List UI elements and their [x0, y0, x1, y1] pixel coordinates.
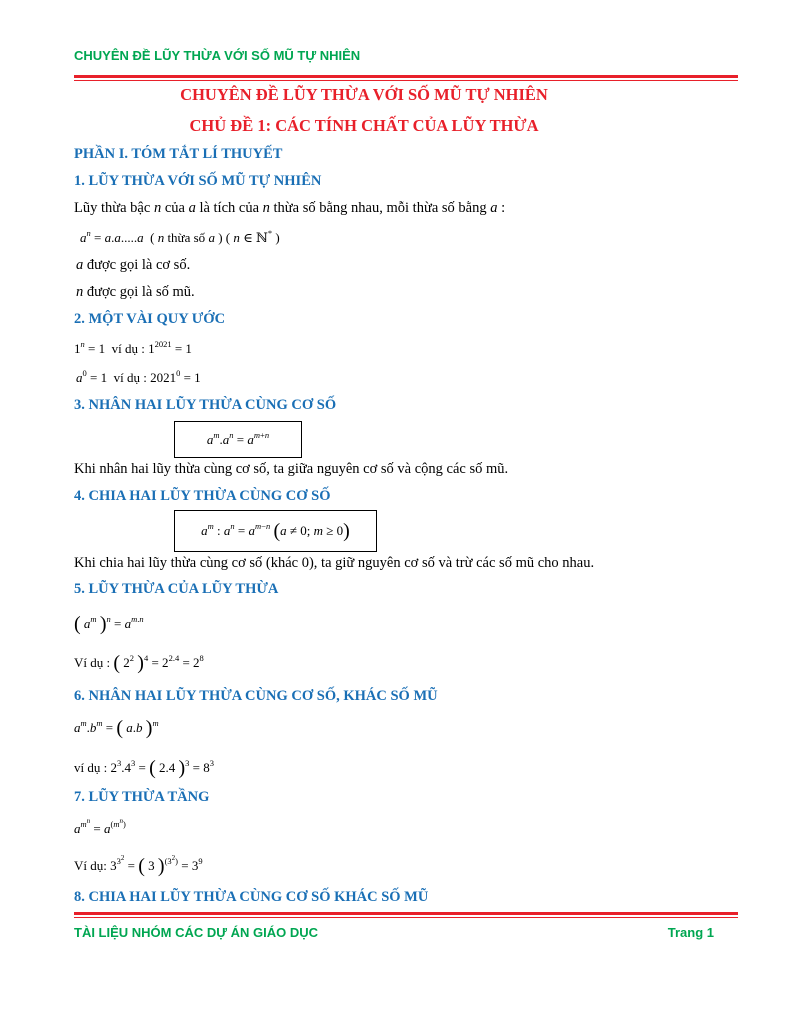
example-product-power: ví dụ : $2^3.4^3$ = ( 2.4 )$^3 = 8^3$: [74, 757, 215, 779]
example-label: ví dụ :: [74, 760, 108, 775]
formula-box-multiply: $a^m.a^n = a^{m+n}$: [174, 421, 302, 458]
convention-zero: $a^0 = 1$ ví dụ : $2021^0 = 1$: [76, 368, 201, 385]
convention-one: $1^n = 1$ ví dụ : $1^{2021} = 1$: [74, 339, 192, 356]
def-part: của: [161, 200, 189, 216]
base-note: a được gọi là cơ số.: [76, 257, 191, 273]
exponent-note: n được gọi là số mũ.: [76, 284, 195, 300]
example-label: Ví dụ :: [74, 655, 111, 670]
section-3-heading: 3. NHÂN HAI LŨY THỪA CÙNG CƠ SỐ: [74, 397, 337, 413]
footer-source: TÀI LIỆU NHÓM CÁC DỰ ÁN GIÁO DỤC: [74, 925, 319, 940]
formula-power-definition: $a^n = a.a.....a$ ( n thừa số a ) ( n ∈ ℕ* ): [80, 228, 280, 245]
section-7-heading: 7. LŨY THỪA TẦNG: [74, 789, 210, 805]
part-heading: PHẦN I. TÓM TẮT LÍ THUYẾT: [74, 146, 283, 162]
section-5-heading: 5. LŨY THỪA CỦA LŨY THỪA: [74, 581, 279, 597]
def-part: Lũy thừa bậc: [74, 200, 154, 216]
example-year: 2021: [154, 339, 172, 349]
footer-rule-thin: [74, 917, 738, 918]
def-part: thừa số bằng nhau, mỗi thừa số bằng: [269, 200, 491, 216]
section-1-heading: 1. LŨY THỪA VỚI SỐ MŨ TỰ NHIÊN: [74, 173, 322, 189]
section-3-note: Khi nhân hai lũy thừa cùng cơ số, ta giữa nguyên cơ số và cộng các số mũ.: [74, 461, 509, 477]
exponent-note-text: được gọi là số mũ.: [83, 284, 195, 300]
example-year: 2021: [150, 370, 177, 385]
example-label: Ví dụ:: [74, 858, 107, 873]
page-header: CHUYÊN ĐỀ LŨY THỪA VỚI SỐ MŨ TỰ NHIÊN: [74, 48, 361, 63]
section-2-heading: 2. MỘT VÀI QUY ƯỚC: [74, 311, 226, 327]
def-part: là tích của: [195, 200, 263, 216]
document-title: CHUYÊN ĐỀ LŨY THỪA VỚI SỐ MŨ TỰ NHIÊN: [180, 85, 548, 104]
footer-rule-thick: [74, 912, 738, 915]
formula-power-of-power: ( $a^m$ )$^n = a^{m.n}$: [74, 613, 144, 635]
section-6-heading: 6. NHÂN HAI LŨY THỪA CÙNG CƠ SỐ, KHÁC SỐ MŨ: [74, 688, 438, 704]
header-rule-thin: [74, 80, 738, 81]
formula-box-divide: $a^m$ : $a^n = a^{m-n}$ (a ≠ 0; m ≥ 0): [174, 510, 377, 552]
formula-product-power: $a^m.b^m$ = ( a.b )$^m$: [74, 717, 159, 739]
example-tower-power: Ví dụ: $3^{3^2}$ = ( 3 )$^{(3^2)} = 3^9$: [74, 854, 203, 877]
base-note-text: được gọi là cơ số.: [83, 257, 191, 273]
example-power-of-power: Ví dụ : ( $2^2$ )$^4 = 2^{2.4} = 2^8$: [74, 652, 204, 674]
topic-title: CHỦ ĐỀ 1: CÁC TÍNH CHẤT CỦA LŨY THỪA: [189, 116, 539, 135]
header-rule-thick: [74, 75, 738, 78]
example-label: ví dụ :: [111, 341, 145, 356]
def-part: :: [497, 200, 506, 216]
section-8-heading: 8. CHIA HAI LŨY THỪA CÙNG CƠ SỐ KHÁC SỐ MŨ: [74, 889, 429, 905]
section-4-note: Khi chia hai lũy thừa cùng cơ số (khác 0), ta giữ nguyên cơ số và trừ các số mũ cho nhau.: [74, 555, 595, 571]
section-4-heading: 4. CHIA HAI LŨY THỪA CÙNG CƠ SỐ: [74, 488, 331, 504]
example-label: ví dụ :: [113, 370, 147, 385]
formula-tower-power: $a^{m^n} = a^{(m^n)}$: [74, 817, 126, 836]
page-number: Trang 1: [667, 925, 714, 940]
def-text: thừa số: [164, 230, 209, 245]
section-1-definition: Lũy thừa bậc n của a là tích của n thừa số bằng nhau, mỗi thừa số bằng a :: [74, 200, 506, 216]
